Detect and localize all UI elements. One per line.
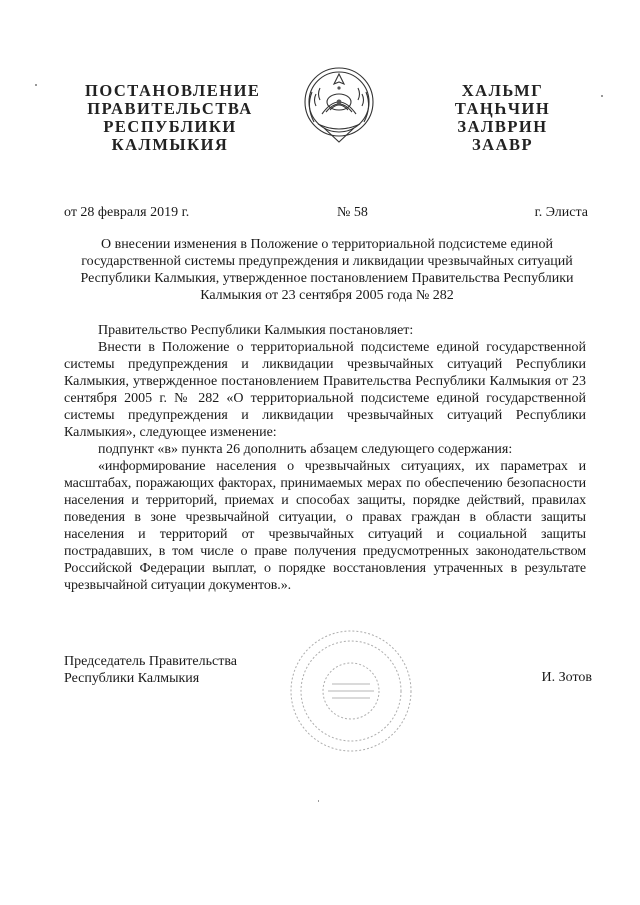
header-left-line: КАЛМЫКИЯ	[111, 135, 229, 154]
header-left-line: РЕСПУБЛИКИ	[103, 117, 237, 136]
signature-name: И. Зотов	[541, 670, 592, 685]
document-city: г. Элиста	[534, 205, 588, 220]
header-left-line: ПОСТАНОВЛЕНИЕ	[85, 81, 261, 100]
title-line: Республики Калмыкия, утвержденное постановлением Правительства Республики	[80, 271, 574, 286]
title-line: О внесении изменения в Положение о территориальной подсистеме единой	[100, 237, 554, 252]
body-paragraph: подпункт «в» пункта 26 дополнить абзацем следующего содержания:	[98, 442, 513, 457]
official-stamp-icon	[288, 628, 414, 754]
header-right-line: ТАҢҺЧИН	[454, 99, 551, 118]
body-paragraph: Правительство Республики Калмыкия постановляет:	[98, 323, 414, 338]
document-number: № 58	[337, 205, 368, 220]
header-right-line: ЗАЛВРИН	[457, 117, 548, 136]
header-left-title	[85, 81, 261, 154]
header-left-line: ПРАВИТЕЛЬСТВА	[87, 99, 253, 118]
document-title	[64, 236, 590, 304]
scan-speck	[601, 95, 603, 97]
document-date: от 28 февраля 2019 г.	[64, 205, 190, 220]
title-line: государственной системы предупреждения и ликвидации чрезвычайных ситуаций	[81, 254, 573, 269]
header-right-line: ХАЛЬМГ	[461, 81, 544, 100]
body-paragraph: «информирование населения о чрезвычайных ситуациях, их параметрах и масштабах, поражающих факторах, принимаемых мерах по обеспечению безопасности населения и территорий, приемах и способах защиты, порядке действий, правилах поведения в зоне чрезвычайной ситуации, о правах граждан в области защиты населения и территорий от чрезвычайных ситуаций и социальной защиты пострадавших, в том числе о праве получения предусмотренных законодательством Российской Федерации выплат, о порядке восстановления утраченных в результате чрезвычайной ситуации документов.».	[64, 459, 586, 593]
signature-position-line: Республики Калмыкия	[64, 671, 200, 686]
scan-speck	[35, 84, 37, 86]
header-right-title	[440, 82, 565, 154]
title-line: Калмыкия от 23 сентября 2005 года № 282	[200, 288, 454, 303]
signature-position	[64, 653, 237, 687]
signature-position-line: Председатель Правительства	[64, 654, 237, 669]
scan-speck	[318, 800, 319, 802]
body-paragraph: Внести в Положение о территориальной подсистеме единой государственной системы предупреждения и ликвидации чрезвычайных ситуаций Республики Калмыкия, утвержденное постановлением Правительства Республики Калмыкия от 23 сентября 2005 г. № 282 «О территориальной подсистеме единой государственной системы предупреждения и ликвидации чрезвычайных ситуаций Республики Калмыкия», следующее изменение:	[64, 340, 586, 440]
document-body	[64, 322, 586, 594]
header-right-line: ЗААВР	[471, 135, 534, 154]
kalmykia-emblem-icon	[300, 62, 378, 148]
